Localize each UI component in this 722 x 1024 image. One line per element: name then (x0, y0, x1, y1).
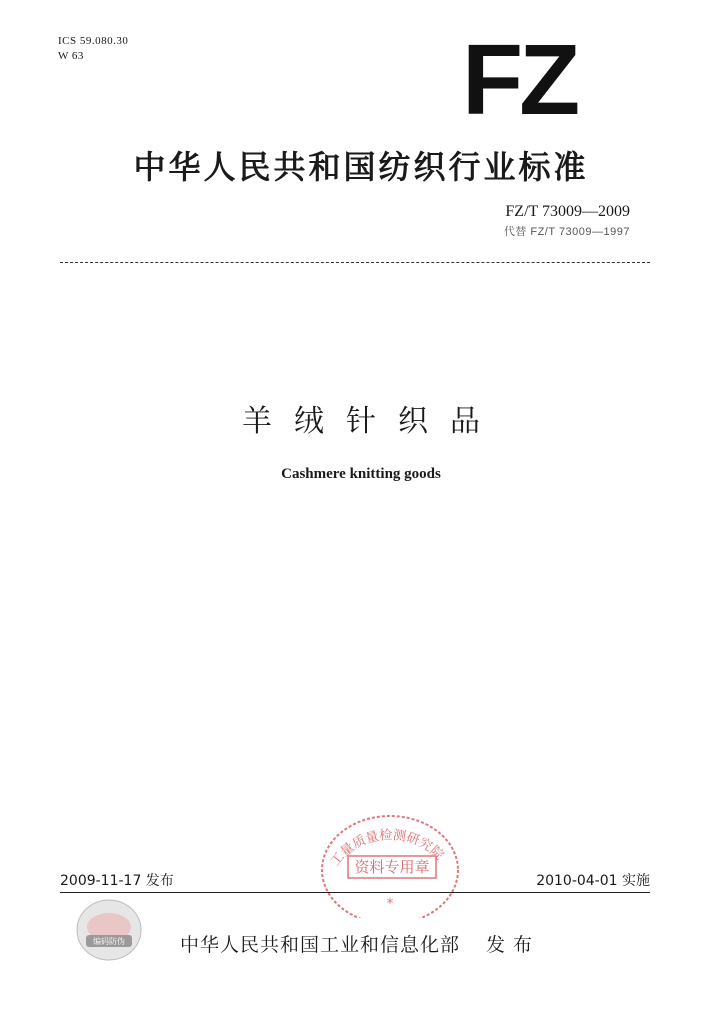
classification-codes (58, 34, 128, 64)
replaces-note: 代替 FZ/T 73009—1997 (503, 226, 630, 238)
class-code: W 63 (58, 50, 84, 62)
standard-number: FZ/T 73009—2009 (505, 203, 630, 220)
stamp-seal (310, 808, 470, 918)
publish-date: 2009-11-17 发布 (60, 873, 174, 889)
anti-counterfeit-seal (74, 897, 144, 963)
stamp-outer-text: 工量质量检测研究院 (327, 828, 447, 870)
ics-code: ICS 59.080.30 (58, 35, 129, 47)
publisher: 中华人民共和国工业和信息化部 (180, 934, 461, 956)
document-title-cn: 羊绒针织品 (242, 404, 502, 439)
stamp-inner-text: 资料专用章 (354, 858, 430, 876)
bottom-divider (60, 892, 650, 893)
standard-title: 中华人民共和国纺织行业标准 (133, 148, 589, 186)
seal-label: 编码防伪 (93, 937, 125, 946)
fz-logo: FZ (462, 24, 577, 136)
stamp-star-icon: * (386, 896, 394, 912)
effective-date: 2010-04-01 实施 (536, 873, 650, 889)
top-divider (60, 262, 650, 263)
publish-verb: 发布 (486, 934, 541, 956)
document-title-en: Cashmere knitting goods (281, 466, 441, 482)
